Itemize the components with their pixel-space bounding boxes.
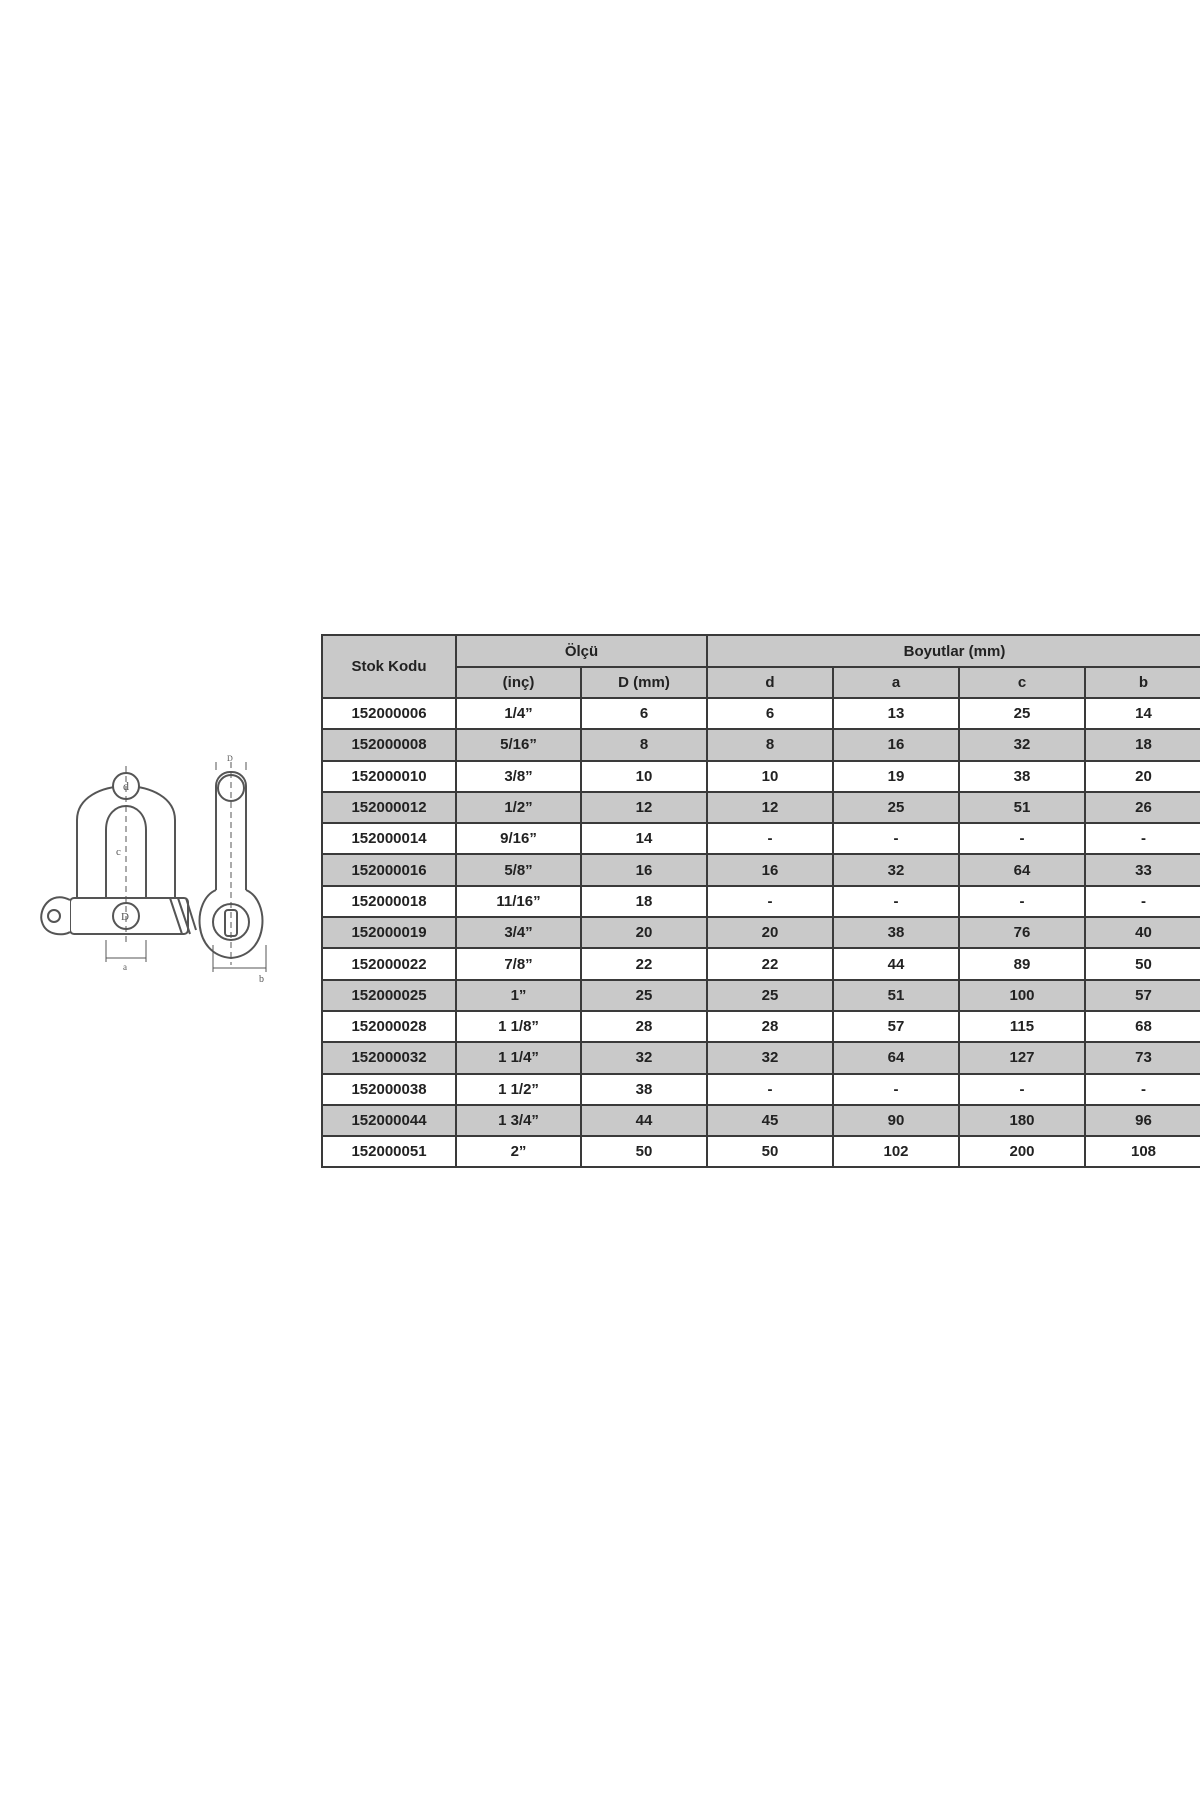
- cell-c: 200: [959, 1136, 1085, 1167]
- shackle-drawing: [20, 750, 310, 1000]
- cell-c: -: [959, 823, 1085, 854]
- cell-b: 14: [1085, 698, 1200, 729]
- cell-inch: 11/16”: [456, 886, 581, 917]
- cell-a: 90: [833, 1105, 959, 1136]
- cell-code: 152000038: [322, 1074, 456, 1105]
- table-row: [322, 792, 1200, 823]
- cell-b: 26: [1085, 792, 1200, 823]
- cell-b: -: [1085, 1074, 1200, 1105]
- cell-a: 102: [833, 1136, 959, 1167]
- cell-code: 152000028: [322, 1011, 456, 1042]
- header-d: d: [707, 667, 833, 698]
- cell-c: 25: [959, 698, 1085, 729]
- cell-d: 22: [707, 948, 833, 979]
- cell-b: 68: [1085, 1011, 1200, 1042]
- cell-inch: 1/4”: [456, 698, 581, 729]
- cell-D: 50: [581, 1136, 707, 1167]
- table-row: [322, 1011, 1200, 1042]
- cell-D: 18: [581, 886, 707, 917]
- cell-a: 16: [833, 729, 959, 760]
- label-d: d: [123, 779, 129, 793]
- cell-D: 25: [581, 980, 707, 1011]
- cell-d: 25: [707, 980, 833, 1011]
- front-view: [41, 766, 196, 962]
- cell-D: 22: [581, 948, 707, 979]
- cell-c: 89: [959, 948, 1085, 979]
- cell-b: 50: [1085, 948, 1200, 979]
- cell-d: 16: [707, 854, 833, 885]
- cell-b: 57: [1085, 980, 1200, 1011]
- cell-b: 18: [1085, 729, 1200, 760]
- header-b: b: [1085, 667, 1200, 698]
- cell-b: 40: [1085, 917, 1200, 948]
- cell-a: 19: [833, 761, 959, 792]
- side-view: [200, 762, 266, 972]
- cell-c: -: [959, 886, 1085, 917]
- cell-b: 108: [1085, 1136, 1200, 1167]
- cell-inch: 5/16”: [456, 729, 581, 760]
- cell-D: 8: [581, 729, 707, 760]
- cell-inch: 1 3/4”: [456, 1105, 581, 1136]
- label-c: c: [116, 846, 121, 858]
- table-row: [322, 1042, 1200, 1073]
- cell-d: -: [707, 886, 833, 917]
- table-row: [322, 948, 1200, 979]
- cell-code: 152000018: [322, 886, 456, 917]
- cell-code: 152000022: [322, 948, 456, 979]
- cell-d: 28: [707, 1011, 833, 1042]
- cell-code: 152000010: [322, 761, 456, 792]
- cell-inch: 5/8”: [456, 854, 581, 885]
- cell-code: 152000012: [322, 792, 456, 823]
- cell-c: 100: [959, 980, 1085, 1011]
- cell-D: 6: [581, 698, 707, 729]
- header-stock-code: Stok Kodu: [322, 635, 456, 698]
- cell-a: 57: [833, 1011, 959, 1042]
- cell-d: 45: [707, 1105, 833, 1136]
- cell-a: 51: [833, 980, 959, 1011]
- cell-a: 32: [833, 854, 959, 885]
- cell-a: 38: [833, 917, 959, 948]
- cell-c: 76: [959, 917, 1085, 948]
- cell-c: 32: [959, 729, 1085, 760]
- cell-b: 20: [1085, 761, 1200, 792]
- cell-a: -: [833, 886, 959, 917]
- cell-d: 32: [707, 1042, 833, 1073]
- cell-D: 20: [581, 917, 707, 948]
- cell-d: 8: [707, 729, 833, 760]
- cell-c: 180: [959, 1105, 1085, 1136]
- shackle-diagram: [20, 750, 310, 1000]
- cell-D: 16: [581, 854, 707, 885]
- cell-code: 152000008: [322, 729, 456, 760]
- cell-inch: 1 1/8”: [456, 1011, 581, 1042]
- cell-code: 152000032: [322, 1042, 456, 1073]
- table-row: [322, 917, 1200, 948]
- cell-inch: 9/16”: [456, 823, 581, 854]
- cell-b: -: [1085, 823, 1200, 854]
- cell-b: 73: [1085, 1042, 1200, 1073]
- cell-inch: 3/8”: [456, 761, 581, 792]
- cell-d: 12: [707, 792, 833, 823]
- header-size-group: Ölçü: [456, 635, 707, 667]
- label-D-side: D: [227, 754, 233, 763]
- cell-inch: 3/4”: [456, 917, 581, 948]
- cell-d: 50: [707, 1136, 833, 1167]
- cell-D: 38: [581, 1074, 707, 1105]
- cell-b: -: [1085, 886, 1200, 917]
- table-row: [322, 980, 1200, 1011]
- cell-c: -: [959, 1074, 1085, 1105]
- cell-D: 14: [581, 823, 707, 854]
- cell-code: 152000025: [322, 980, 456, 1011]
- cell-a: -: [833, 1074, 959, 1105]
- cell-d: -: [707, 1074, 833, 1105]
- table-row: [322, 1105, 1200, 1136]
- cell-d: 6: [707, 698, 833, 729]
- cell-D: 28: [581, 1011, 707, 1042]
- cell-a: -: [833, 823, 959, 854]
- cell-code: 152000019: [322, 917, 456, 948]
- table-row: [322, 1074, 1200, 1105]
- cell-b: 96: [1085, 1105, 1200, 1136]
- header-D-mm: D (mm): [581, 667, 707, 698]
- header-c: c: [959, 667, 1085, 698]
- cell-inch: 1 1/2”: [456, 1074, 581, 1105]
- cell-D: 44: [581, 1105, 707, 1136]
- table-row: [322, 698, 1200, 729]
- cell-d: 20: [707, 917, 833, 948]
- table-row: [322, 886, 1200, 917]
- cell-a: 25: [833, 792, 959, 823]
- label-a: a: [123, 962, 127, 972]
- cell-D: 32: [581, 1042, 707, 1073]
- cell-c: 115: [959, 1011, 1085, 1042]
- cell-inch: 1/2”: [456, 792, 581, 823]
- cell-b: 33: [1085, 854, 1200, 885]
- cell-c: 127: [959, 1042, 1085, 1073]
- cell-a: 13: [833, 698, 959, 729]
- cell-D: 12: [581, 792, 707, 823]
- label-b: b: [259, 974, 264, 985]
- cell-code: 152000016: [322, 854, 456, 885]
- table-body: [322, 698, 1200, 1167]
- table-row: [322, 729, 1200, 760]
- spec-table-container: [321, 634, 1200, 1168]
- cell-a: 64: [833, 1042, 959, 1073]
- cell-inch: 1”: [456, 980, 581, 1011]
- cell-code: 152000044: [322, 1105, 456, 1136]
- spec-table: [321, 634, 1200, 1168]
- header-a: a: [833, 667, 959, 698]
- cell-c: 38: [959, 761, 1085, 792]
- cell-code: 152000014: [322, 823, 456, 854]
- cell-a: 44: [833, 948, 959, 979]
- table-row: [322, 761, 1200, 792]
- cell-d: 10: [707, 761, 833, 792]
- cell-inch: 1 1/4”: [456, 1042, 581, 1073]
- table-row: [322, 823, 1200, 854]
- table-row: [322, 1136, 1200, 1167]
- label-D-front: D: [121, 911, 129, 923]
- header-dims-group: Boyutlar (mm): [707, 635, 1200, 667]
- cell-inch: 7/8”: [456, 948, 581, 979]
- cell-code: 152000051: [322, 1136, 456, 1167]
- cell-D: 10: [581, 761, 707, 792]
- cell-inch: 2”: [456, 1136, 581, 1167]
- table-row: [322, 854, 1200, 885]
- cell-c: 64: [959, 854, 1085, 885]
- cell-c: 51: [959, 792, 1085, 823]
- header-inch: (inç): [456, 667, 581, 698]
- cell-d: -: [707, 823, 833, 854]
- cell-code: 152000006: [322, 698, 456, 729]
